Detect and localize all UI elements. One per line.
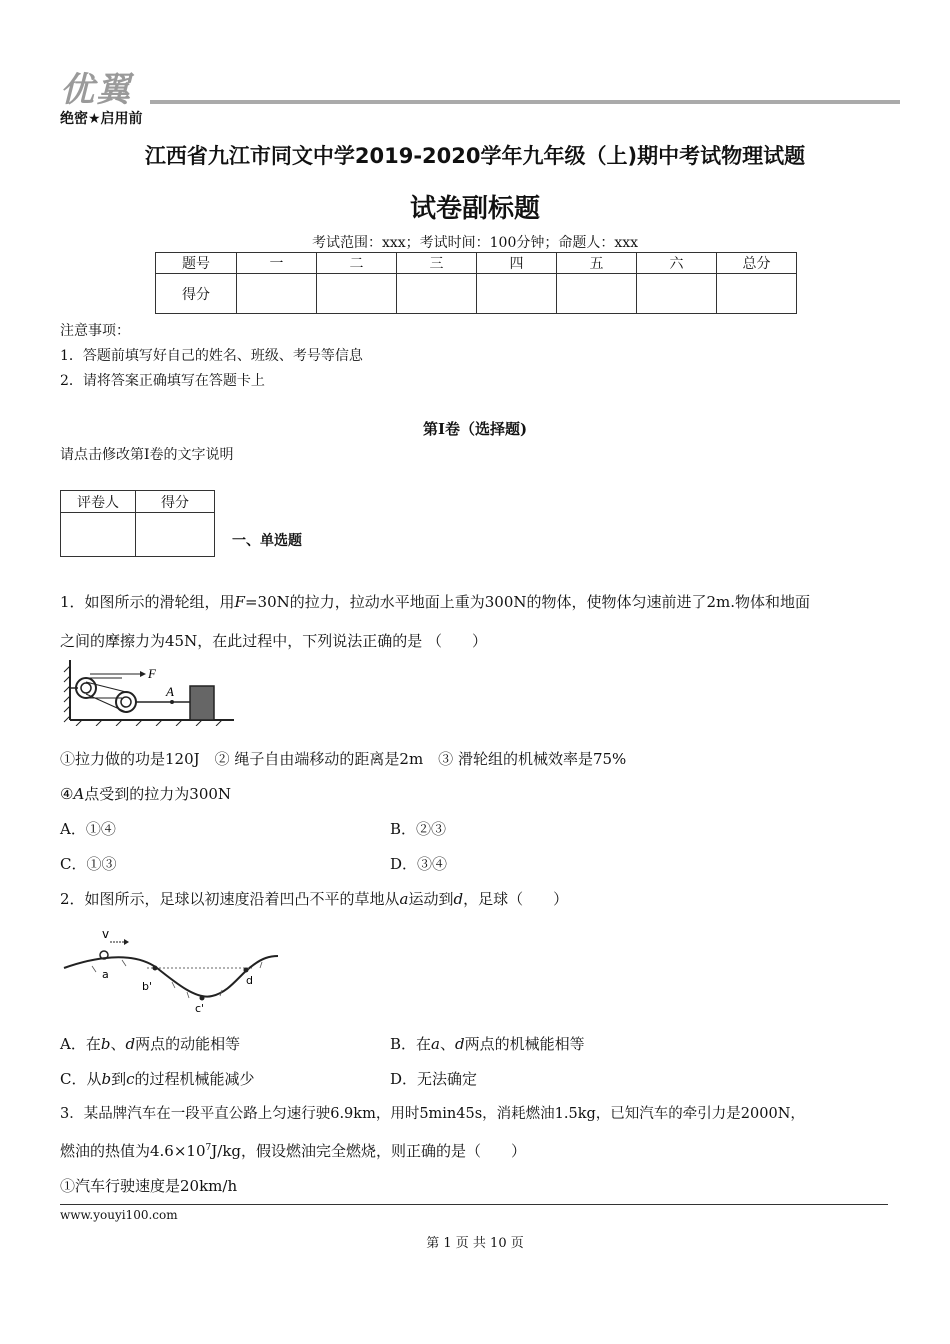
score-header-cell: 五: [557, 253, 637, 274]
q1-text: 1．如图所示的滑轮组，用: [60, 593, 235, 611]
score-header-cell: 四: [477, 253, 557, 274]
opt-var: d: [125, 1035, 136, 1053]
opt-var: b: [101, 1070, 112, 1088]
logo-text: 优翼: [60, 70, 132, 110]
q1-var-a: A: [73, 785, 85, 803]
score-header-cell: 三: [397, 253, 477, 274]
opt-text: A．在: [60, 1035, 101, 1053]
opt-var: b: [100, 1035, 111, 1053]
grader-header: 得分: [136, 491, 215, 513]
q2-text: ，足球（ ）: [463, 890, 569, 908]
notes-title: 注意事项：: [60, 323, 130, 339]
q1-text: 点受到的拉力为300N: [84, 785, 232, 803]
section-title: 第I卷（选择题): [422, 420, 528, 438]
score-header-cell: 六: [637, 253, 717, 274]
fig-label-c: c': [195, 1002, 205, 1014]
opt-text: 、: [110, 1035, 126, 1053]
q2-text: 2．如图所示，足球以初速度沿着凹凸不平的草地从: [60, 890, 400, 908]
logo: [60, 62, 900, 112]
question-3-line2: [60, 1140, 890, 1161]
opt-text: 、: [439, 1035, 455, 1053]
score-header-cell: 一: [237, 253, 317, 274]
question-1-statement1: ①拉力做的功是120J ② 绳子自由端移动的距离是2m ③ 滑轮组的机械效率是75%: [60, 750, 627, 768]
score-cell[interactable]: [317, 274, 397, 314]
part-title: 一、单选题: [232, 533, 302, 549]
opt-var: d: [455, 1035, 465, 1053]
q1-option-c[interactable]: C．①③: [60, 855, 117, 873]
fig-label-b: b': [142, 980, 153, 993]
exam-title: 江西省九江市同文中学2019-2020学年九年级（上)期中考试物理试题: [144, 144, 806, 168]
opt-var: a: [431, 1035, 440, 1053]
question-1-statement2: [60, 783, 890, 804]
grader-cell[interactable]: [61, 513, 136, 557]
section-desc: 请点击修改第I卷的文字说明: [60, 447, 234, 463]
grader-cell[interactable]: [136, 513, 215, 557]
footer-url[interactable]: www.youyi100.com: [60, 1208, 178, 1222]
score-header-cell: 二: [317, 253, 397, 274]
q1-text: ④: [60, 785, 74, 803]
opt-text: 到: [111, 1070, 127, 1088]
exam-subtitle: 试卷副标题: [409, 194, 540, 224]
q1-var-f: F: [234, 593, 245, 611]
q2-option-b[interactable]: [390, 1033, 585, 1054]
score-table: [155, 252, 797, 314]
fig-label-v: v: [102, 927, 110, 941]
notes-item: 2．请将答案正确填写在答题卡上: [60, 373, 265, 389]
q1-option-d[interactable]: D．③④: [390, 855, 448, 873]
score-cell[interactable]: [717, 274, 797, 314]
score-header-cell: 总分: [717, 253, 797, 274]
opt-text: 两点的机械能相等: [464, 1035, 585, 1053]
pulley-figure: [62, 658, 240, 726]
q2-var-a: a: [399, 890, 409, 908]
opt-text: 两点的动能相等: [135, 1035, 241, 1053]
grader-header: 评卷人: [61, 491, 136, 513]
page-number: 第 1 页 共 10 页: [426, 1236, 524, 1251]
q1-text: =30N的拉力，拉动水平地面上重为300N的物体，使物体匀速前进了2m.物体和地面: [244, 593, 811, 611]
q2-text: 运动到: [408, 890, 454, 908]
score-cell[interactable]: [237, 274, 317, 314]
q3-text: J/kg，假设燃油完全燃烧，则正确的是（ ）: [211, 1142, 527, 1160]
q2-option-d[interactable]: D．无法确定: [390, 1070, 478, 1088]
grader-table: [60, 490, 215, 557]
q1-option-a[interactable]: A．①④: [60, 820, 116, 838]
secret-mark: 绝密★启用前: [60, 111, 143, 127]
question-1-line1: [60, 591, 890, 612]
exam-info: 考试范围：xxx；考试时间：100分钟；命题人：xxx: [311, 235, 639, 251]
footer-divider: [60, 1204, 888, 1205]
logo-underline: [150, 100, 900, 104]
q3-text: 燃油的热值为4.6×10: [60, 1142, 206, 1160]
q2-option-a[interactable]: [60, 1033, 240, 1054]
score-cell[interactable]: [477, 274, 557, 314]
question-3-line1: 3．某品牌汽车在一段平直公路上匀速行驶6.9km，用时5min45s，消耗燃油1.5kg，已知汽车的牵引力是2000N，: [60, 1106, 805, 1122]
question-2-text: [60, 888, 890, 909]
score-header-cell: 题号: [156, 253, 237, 274]
fig-label-a: a: [102, 968, 109, 981]
q1-option-b[interactable]: B．②③: [390, 820, 447, 838]
q2-option-c[interactable]: [60, 1068, 255, 1089]
question-3-statement1: ①汽车行驶速度是20km/h: [60, 1177, 238, 1195]
q3-exponent: 7: [205, 1143, 212, 1153]
opt-text: C．从: [60, 1070, 102, 1088]
football-figure: [62, 922, 280, 1014]
score-cell[interactable]: [557, 274, 637, 314]
notes-item: 1．答题前填写好自己的姓名、班级、考号等信息: [60, 348, 363, 364]
question-1-line2: 之间的摩擦力为45N，在此过程中，下列说法正确的是 （ ）: [60, 632, 487, 650]
fig-label-a: A: [166, 684, 174, 699]
opt-text: B．在: [390, 1035, 432, 1053]
opt-text: 的过程机械能减少: [134, 1070, 255, 1088]
opt-var: c: [126, 1070, 135, 1088]
fig-label-f: F: [148, 666, 156, 681]
fig-label-d: d: [246, 974, 253, 987]
score-cell[interactable]: [637, 274, 717, 314]
q2-var-d: d: [453, 890, 464, 908]
score-cell[interactable]: [397, 274, 477, 314]
score-row-label: 得分: [156, 274, 237, 314]
